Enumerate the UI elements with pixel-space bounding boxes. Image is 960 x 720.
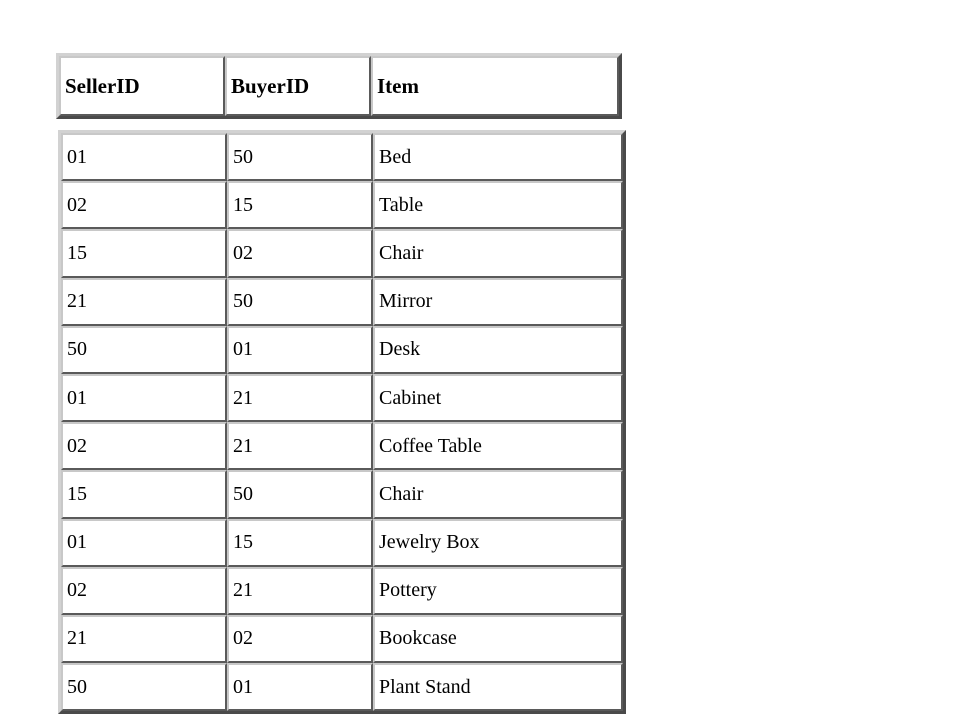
buyer-id-cell: 15	[227, 181, 373, 229]
seller-id-cell: 50	[61, 326, 227, 374]
buyer-id-cell: 50	[227, 133, 373, 181]
seller-id-cell: 15	[61, 229, 227, 277]
table-row	[61, 229, 623, 277]
item-cell: Bookcase	[373, 615, 623, 663]
buyer-id-cell: 21	[227, 567, 373, 615]
table-row	[61, 133, 623, 181]
seller-id-cell: 21	[61, 615, 227, 663]
table-row	[61, 326, 623, 374]
seller-id-cell: 02	[61, 422, 227, 470]
buyer-id-cell: 01	[227, 663, 373, 711]
seller-id-cell: 01	[61, 374, 227, 422]
item-cell: Table	[373, 181, 623, 229]
table-row	[61, 663, 623, 711]
column-header-buyer-id: BuyerID	[225, 56, 371, 116]
seller-id-cell: 01	[61, 519, 227, 567]
item-cell: Chair	[373, 470, 623, 518]
buyer-id-cell: 02	[227, 229, 373, 277]
table-row	[61, 470, 623, 518]
item-cell: Bed	[373, 133, 623, 181]
table-row	[61, 422, 623, 470]
column-header-item: Item	[371, 56, 619, 116]
item-cell: Coffee Table	[373, 422, 623, 470]
item-cell: Chair	[373, 229, 623, 277]
column-header-seller-id: SellerID	[59, 56, 225, 116]
seller-id-cell: 21	[61, 278, 227, 326]
data-table	[58, 130, 626, 714]
item-cell: Pottery	[373, 567, 623, 615]
header-table	[56, 53, 622, 119]
table-row	[61, 374, 623, 422]
item-cell: Jewelry Box	[373, 519, 623, 567]
item-cell: Mirror	[373, 278, 623, 326]
buyer-id-cell: 50	[227, 278, 373, 326]
item-cell: Desk	[373, 326, 623, 374]
table-row	[61, 615, 623, 663]
buyer-id-cell: 50	[227, 470, 373, 518]
table-row	[61, 519, 623, 567]
data-table-body	[61, 133, 623, 711]
seller-id-cell: 15	[61, 470, 227, 518]
buyer-id-cell: 02	[227, 615, 373, 663]
seller-id-cell: 01	[61, 133, 227, 181]
table-row	[61, 567, 623, 615]
item-cell: Plant Stand	[373, 663, 623, 711]
buyer-id-cell: 21	[227, 374, 373, 422]
seller-id-cell: 02	[61, 181, 227, 229]
item-cell: Cabinet	[373, 374, 623, 422]
buyer-id-cell: 21	[227, 422, 373, 470]
buyer-id-cell: 01	[227, 326, 373, 374]
seller-id-cell: 02	[61, 567, 227, 615]
seller-id-cell: 50	[61, 663, 227, 711]
buyer-id-cell: 15	[227, 519, 373, 567]
table-row	[61, 181, 623, 229]
header-row	[59, 56, 619, 116]
table-row	[61, 278, 623, 326]
